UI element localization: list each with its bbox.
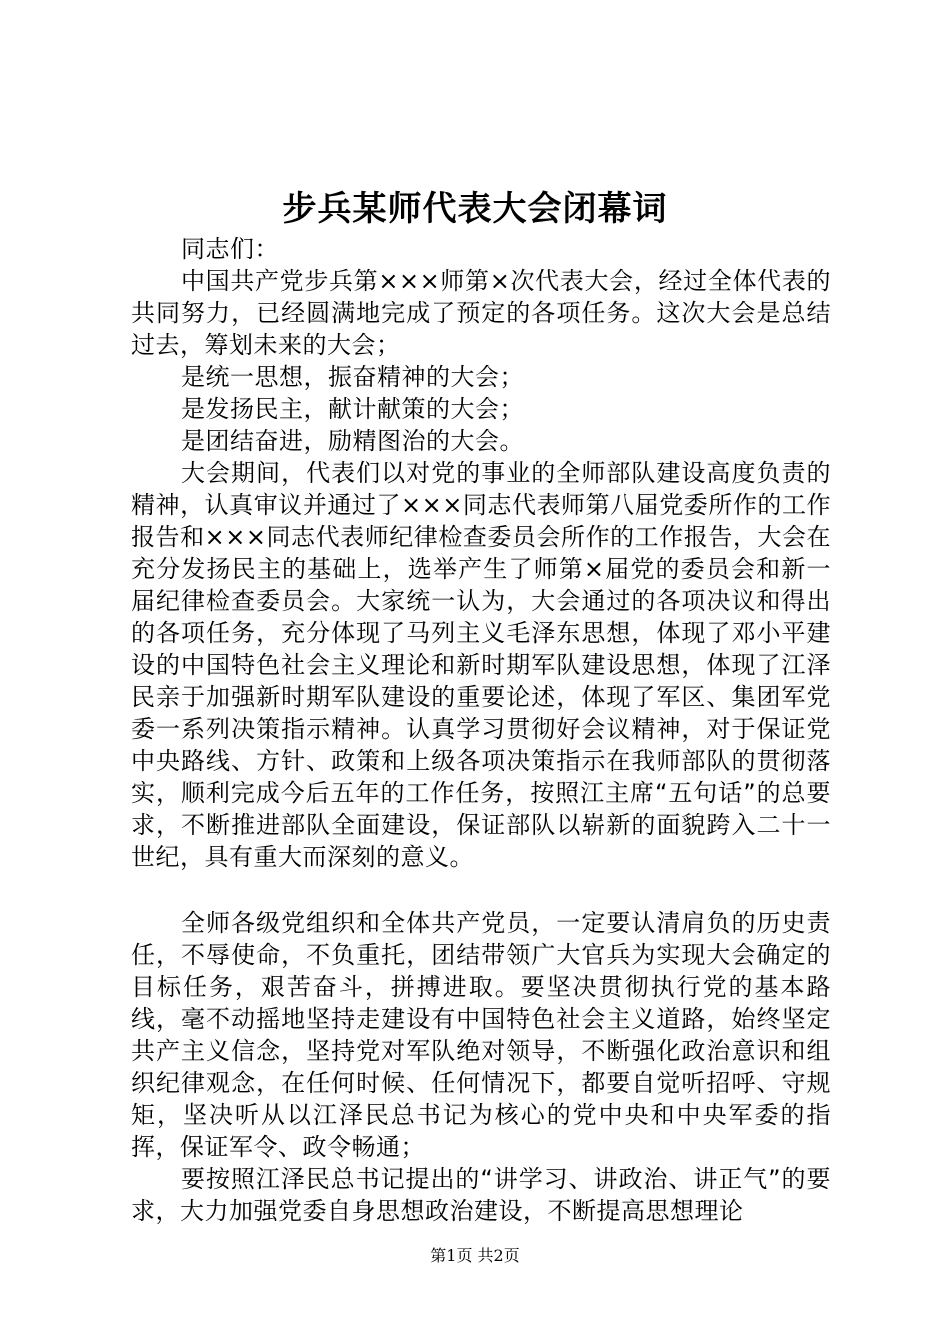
paragraph-2: 是统一思想，振奋精神的大会； <box>181 363 524 391</box>
salutation: 同志们： <box>181 235 279 263</box>
document-body <box>131 233 831 1227</box>
paragraph-6: 全师各级党组织和全体共产党员，一定要认清肩负的历史责任，不辱使命，不负重托，团结带领广大官兵为实现大会确定的目标任务，艰苦奋斗，拼搏进取。要坚决贯彻执行党的基本路线，毫不动摇地坚持走建设有中国特色社会主义道路，始终坚定共产主义信念，坚持党对军队绝对领导，不断强化政治意识和组织纪律观念，在任何时候、任何情况下，都要自觉听招呼、守规矩，坚决听从以江泽民总书记为核心的党中央和中央军委的指挥，保证军令、政令畅通； <box>131 909 831 1161</box>
paragraph-1: 中国共产党步兵第×××师第×次代表大会，经过全体代表的共同努力，已经圆满地完成了预定的各项任务。这次大会是总结过去，筹划未来的大会； <box>131 267 831 359</box>
paragraph-3: 是发扬民主，献计献策的大会； <box>181 395 524 423</box>
paragraph-4: 是团结奋进，励精图治的大会。 <box>181 427 524 455</box>
document-title: 步兵某师代表大会闭幕词 <box>282 189 668 229</box>
paragraph-7: 要按照江泽民总书记提出的“讲学习、讲政治、讲正气”的要求，大力加强党委自身思想政治建设，不断提高思想理论 <box>131 1165 831 1225</box>
paragraph-5: 大会期间，代表们以对党的事业的全师部队建设高度负责的精神，认真审议并通过了×××同志代表师第八届党委所作的工作报告和×××同志代表师纪律检查委员会所作的工作报告，大会在充分发扬民主的基础上，选举产生了师第×届党的委员会和新一届纪律检查委员会。大家统一认为，大会通过的各项决议和得出的各项任务，充分体现了马列主义毛泽东思想，体现了邓小平建设的中国特色社会主义理论和新时期军队建设思想，体现了江泽民亲于加强新时期军队建设的重要论述，体现了军区、集团军党委一系列决策指示精神。认真学习贯彻好会议精神，对于保证党中央路线、方针、政策和上级各项决策指示在我师部队的贯彻落实，顺利完成今后五年的工作任务，按照江主席“五句话”的总要求，不断推进部队全面建设，保证部队以崭新的面貌跨入二十一世纪，具有重大而深刻的意义。 <box>131 459 831 871</box>
page-footer: 第1页 共2页 <box>430 1246 520 1265</box>
